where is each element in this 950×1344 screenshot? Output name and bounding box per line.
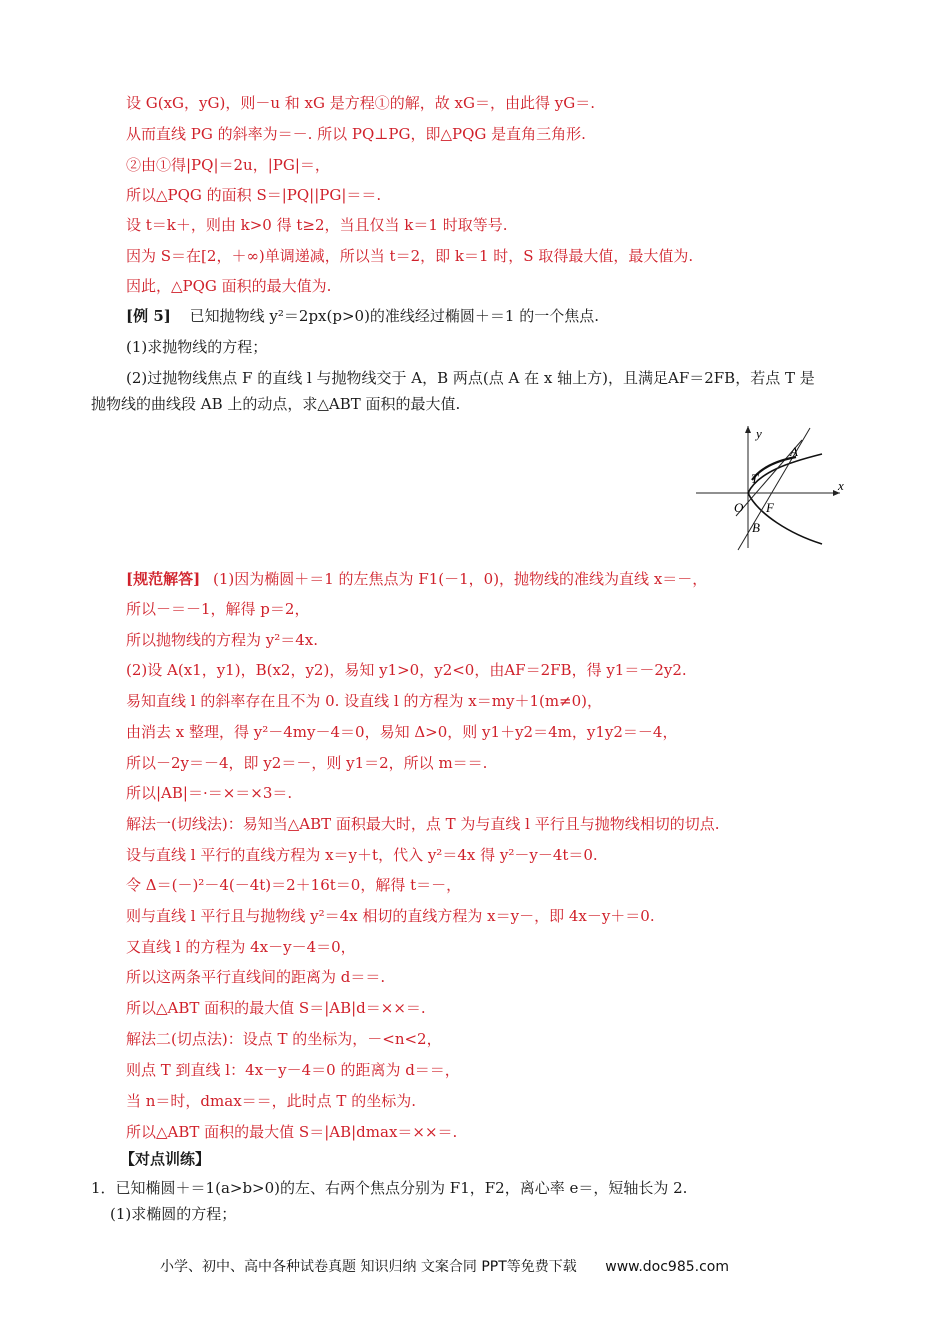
answer-line-19: 所以△ABT 面积的最大值 S＝|AB|dmax＝××＝. xyxy=(126,1123,458,1141)
point-t-label: T xyxy=(751,471,759,486)
answer-line-5: 易知直线 l 的斜率存在且不为 0. 设直线 l 的方程为 x＝my＋1(m≠0)， xyxy=(126,692,603,710)
curve-segment-ta xyxy=(752,457,796,480)
origin-label: O xyxy=(734,500,744,515)
answer-line-3: 所以抛物线的方程为 y²＝4x. xyxy=(126,631,319,649)
example-tag: [例 5] xyxy=(126,307,171,325)
solution-line-3: ②由①得|PQ|＝2u，|PG|＝， xyxy=(126,156,330,174)
answer-line-2: 所以－＝－1，解得 p＝2， xyxy=(126,600,310,618)
answer-line-16: 解法二(切点法)：设点 T 的坐标为，－<n<2， xyxy=(126,1030,442,1048)
training-heading: 【对点训练】 xyxy=(120,1150,211,1168)
footer-url[interactable]: www.doc985.com xyxy=(605,1259,729,1275)
answer-line-4: (2)设 A(x1，y1)，B(x2，y2)，易知 y1>0，y2<0，由AF＝2FB，得 y1＝－2y2. xyxy=(126,661,687,679)
line-l xyxy=(738,428,810,550)
answer-line-18: 当 n＝时，dmax＝＝，此时点 T 的坐标为. xyxy=(126,1092,416,1110)
answer-line-14: 所以这两条平行直线间的距离为 d＝＝. xyxy=(126,968,386,986)
answer-line-9: 解法一(切线法)：易知当△ABT 面积最大时，点 T 为与直线 l 平行且与抛物线相切的切点. xyxy=(126,815,720,833)
answer-line-6: 由消去 x 整理，得 y²－4my－4＝0，易知 Δ>0，则 y1＋y2＝4m，y1y2＝－4， xyxy=(126,723,678,741)
example-text: 已知抛物线 y²＝2px(p>0)的准线经过椭圆＋＝1 的一个焦点. xyxy=(189,307,600,325)
page-footer xyxy=(160,1256,729,1276)
answer-text-1: (1)因为椭圆＋＝1 的左焦点为 F1(－1，0)，抛物线的准线为直线 x＝－， xyxy=(212,570,708,588)
training-question-1: 1．已知椭圆＋＝1(a>b>0)的左、右两个焦点分别为 F1，F2，离心率 e＝，短轴长为 2. xyxy=(91,1179,688,1197)
parabola-figure xyxy=(690,420,850,552)
solution-line-1: 设 G(xG，yG)，则－u 和 xG 是方程①的解，故 xG＝，由此得 yG＝. xyxy=(126,94,595,112)
solution-line-2: 从而直线 PG 的斜率为＝－. 所以 PQ⊥PG，即△PQG 是直角三角形. xyxy=(126,125,586,143)
point-b-label: B xyxy=(752,520,760,535)
example-statement xyxy=(126,305,599,327)
example-part-2b: 抛物线的曲线段 AB 上的动点，求△ABT 面积的最大值. xyxy=(91,395,461,413)
example-part-1: (1)求抛物线的方程； xyxy=(126,338,268,356)
answer-line-13: 又直线 l 的方程为 4x－y－4＝0， xyxy=(126,938,356,956)
training-question-1-part-1: (1)求椭圆的方程； xyxy=(110,1205,237,1223)
point-a-label: A xyxy=(790,444,798,459)
answer-line-1 xyxy=(126,568,707,590)
footer-text: 小学、初中、高中各种试卷真题 知识归纳 文案合同 PPT等免费下载 xyxy=(160,1259,577,1275)
answer-line-7: 所以－2y＝－4，即 y2＝－，则 y1＝2，所以 m＝＝. xyxy=(126,754,488,772)
answer-line-10: 设与直线 l 平行的直线方程为 x＝y＋t，代入 y²＝4x 得 y²－y－4t＝0. xyxy=(126,846,598,864)
answer-line-17: 则点 T 到直线 l：4x－y－4＝0 的距离为 d＝＝， xyxy=(126,1061,460,1079)
y-label: y xyxy=(756,426,762,441)
solution-line-7: 因此，△PQG 面积的最大值为. xyxy=(126,277,332,295)
answer-line-15: 所以△ABT 面积的最大值 S＝|AB|d＝××＝. xyxy=(126,999,426,1017)
answer-line-11: 令 Δ＝(－)²－4(－4t)＝2＋16t＝0，解得 t＝－， xyxy=(126,876,462,894)
solution-line-5: 设 t＝k＋，则由 k>0 得 t≥2，当且仅当 k＝1 时取等号. xyxy=(126,216,508,234)
solution-line-6: 因为 S＝在[2，＋∞)单调递减，所以当 t＝2，即 k＝1 时，S 取得最大值，最大值为. xyxy=(126,247,694,265)
answer-line-12: 则与直线 l 平行且与抛物线 y²＝4x 相切的直线方程为 x＝y－，即 4x－y＋＝0. xyxy=(126,907,655,925)
answer-tag: [规范解答] xyxy=(126,570,201,588)
example-part-2a: (2)过抛物线焦点 F 的直线 l 与抛物线交于 A，B 两点(点 A 在 x 轴上方)，且满足AF＝2FB，若点 T 是 xyxy=(126,369,815,387)
y-axis-arrow xyxy=(745,426,751,433)
solution-line-4: 所以△PQG 的面积 S＝|PQ||PG|＝＝. xyxy=(126,186,382,204)
x-label: x xyxy=(838,478,844,493)
answer-line-8: 所以|AB|＝·＝×＝×3＝. xyxy=(126,784,293,802)
point-f-label: F xyxy=(766,500,774,515)
